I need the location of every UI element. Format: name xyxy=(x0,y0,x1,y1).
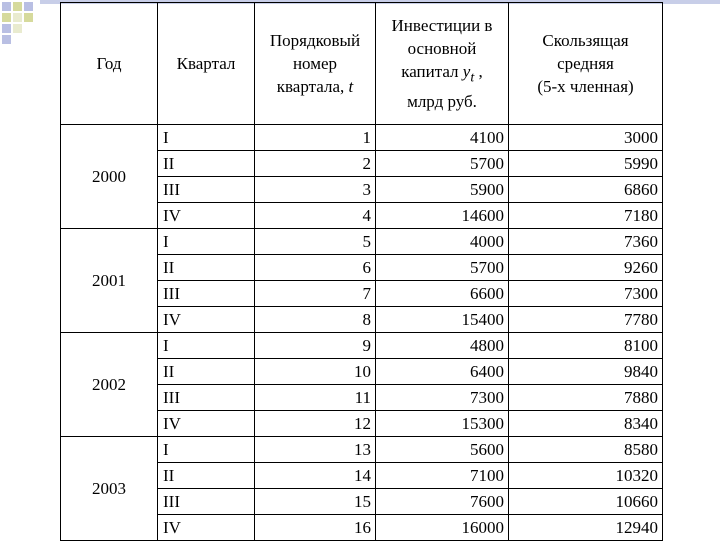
moving-average-cell: 8340 xyxy=(509,411,663,437)
deco-square xyxy=(13,24,22,33)
quarter-cell: I xyxy=(158,333,255,359)
order-number-cell: 11 xyxy=(255,385,376,411)
moving-average-cell: 9840 xyxy=(509,359,663,385)
moving-average-cell: 8100 xyxy=(509,333,663,359)
deco-square xyxy=(2,24,11,33)
order-number-cell: 6 xyxy=(255,255,376,281)
deco-square xyxy=(24,2,33,11)
quarter-cell: IV xyxy=(158,307,255,333)
order-number-cell: 7 xyxy=(255,281,376,307)
order-number-cell: 5 xyxy=(255,229,376,255)
year-cell: 2002 xyxy=(61,333,158,437)
year-cell: 2003 xyxy=(61,437,158,541)
investment-cell: 7100 xyxy=(376,463,509,489)
investment-table xyxy=(60,2,663,541)
investment-cell: 7300 xyxy=(376,385,509,411)
header-row xyxy=(61,3,663,125)
deco-square xyxy=(13,13,22,22)
quarter-cell: IV xyxy=(158,515,255,541)
order-number-cell: 8 xyxy=(255,307,376,333)
quarter-cell: III xyxy=(158,489,255,515)
investment-cell: 15400 xyxy=(376,307,509,333)
deco-square xyxy=(2,2,11,11)
deco-square xyxy=(24,13,33,22)
table-row xyxy=(61,229,663,255)
quarter-cell: I xyxy=(158,125,255,151)
order-number-cell: 15 xyxy=(255,489,376,515)
quarter-cell: III xyxy=(158,385,255,411)
deco-square xyxy=(2,35,11,44)
investment-cell: 16000 xyxy=(376,515,509,541)
investment-cell: 6600 xyxy=(376,281,509,307)
table-row xyxy=(61,333,663,359)
order-number-cell: 9 xyxy=(255,333,376,359)
order-number-cell: 13 xyxy=(255,437,376,463)
moving-average-cell: 7300 xyxy=(509,281,663,307)
moving-average-cell: 7360 xyxy=(509,229,663,255)
investment-cell: 14600 xyxy=(376,203,509,229)
investment-cell: 5600 xyxy=(376,437,509,463)
investment-cell: 6400 xyxy=(376,359,509,385)
year-cell: 2001 xyxy=(61,229,158,333)
order-number-cell: 14 xyxy=(255,463,376,489)
moving-average-cell: 8580 xyxy=(509,437,663,463)
header-investments: Инвестиции в основной капитал $y_t$ , млрд руб. xyxy=(376,3,509,125)
quarter-cell: III xyxy=(158,177,255,203)
quarter-cell: II xyxy=(158,151,255,177)
investment-cell: 4000 xyxy=(376,229,509,255)
quarter-cell: IV xyxy=(158,203,255,229)
quarter-cell: III xyxy=(158,281,255,307)
table-row xyxy=(61,437,663,463)
quarter-cell: II xyxy=(158,255,255,281)
moving-average-cell: 7180 xyxy=(509,203,663,229)
investment-cell: 4100 xyxy=(376,125,509,151)
investment-cell: 4800 xyxy=(376,333,509,359)
moving-average-cell: 10320 xyxy=(509,463,663,489)
order-number-cell: 4 xyxy=(255,203,376,229)
quarter-cell: II xyxy=(158,359,255,385)
header-year: Год xyxy=(61,3,158,125)
header-order-number: Порядковый номер квартала, t xyxy=(255,3,376,125)
order-number-cell: 1 xyxy=(255,125,376,151)
order-number-cell: 2 xyxy=(255,151,376,177)
quarter-cell: I xyxy=(158,437,255,463)
year-cell: 2000 xyxy=(61,125,158,229)
order-number-cell: 12 xyxy=(255,411,376,437)
deco-square xyxy=(2,13,11,22)
deco-square xyxy=(13,2,22,11)
moving-average-cell: 5990 xyxy=(509,151,663,177)
table-row xyxy=(61,125,663,151)
quarter-cell: II xyxy=(158,463,255,489)
investment-cell: 15300 xyxy=(376,411,509,437)
header-moving-average: Скользящая средняя (5-х членная) xyxy=(509,3,663,125)
moving-average-cell: 9260 xyxy=(509,255,663,281)
investment-cell: 7600 xyxy=(376,489,509,515)
order-number-cell: 16 xyxy=(255,515,376,541)
order-number-cell: 10 xyxy=(255,359,376,385)
moving-average-cell: 12940 xyxy=(509,515,663,541)
moving-average-cell: 3000 xyxy=(509,125,663,151)
investment-cell: 5700 xyxy=(376,151,509,177)
moving-average-cell: 7780 xyxy=(509,307,663,333)
quarter-cell: I xyxy=(158,229,255,255)
header-quarter: Квартал xyxy=(158,3,255,125)
decorative-squares xyxy=(0,0,60,48)
moving-average-cell: 6860 xyxy=(509,177,663,203)
quarter-cell: IV xyxy=(158,411,255,437)
investment-cell: 5900 xyxy=(376,177,509,203)
order-number-cell: 3 xyxy=(255,177,376,203)
moving-average-cell: 7880 xyxy=(509,385,663,411)
moving-average-cell: 10660 xyxy=(509,489,663,515)
investment-cell: 5700 xyxy=(376,255,509,281)
